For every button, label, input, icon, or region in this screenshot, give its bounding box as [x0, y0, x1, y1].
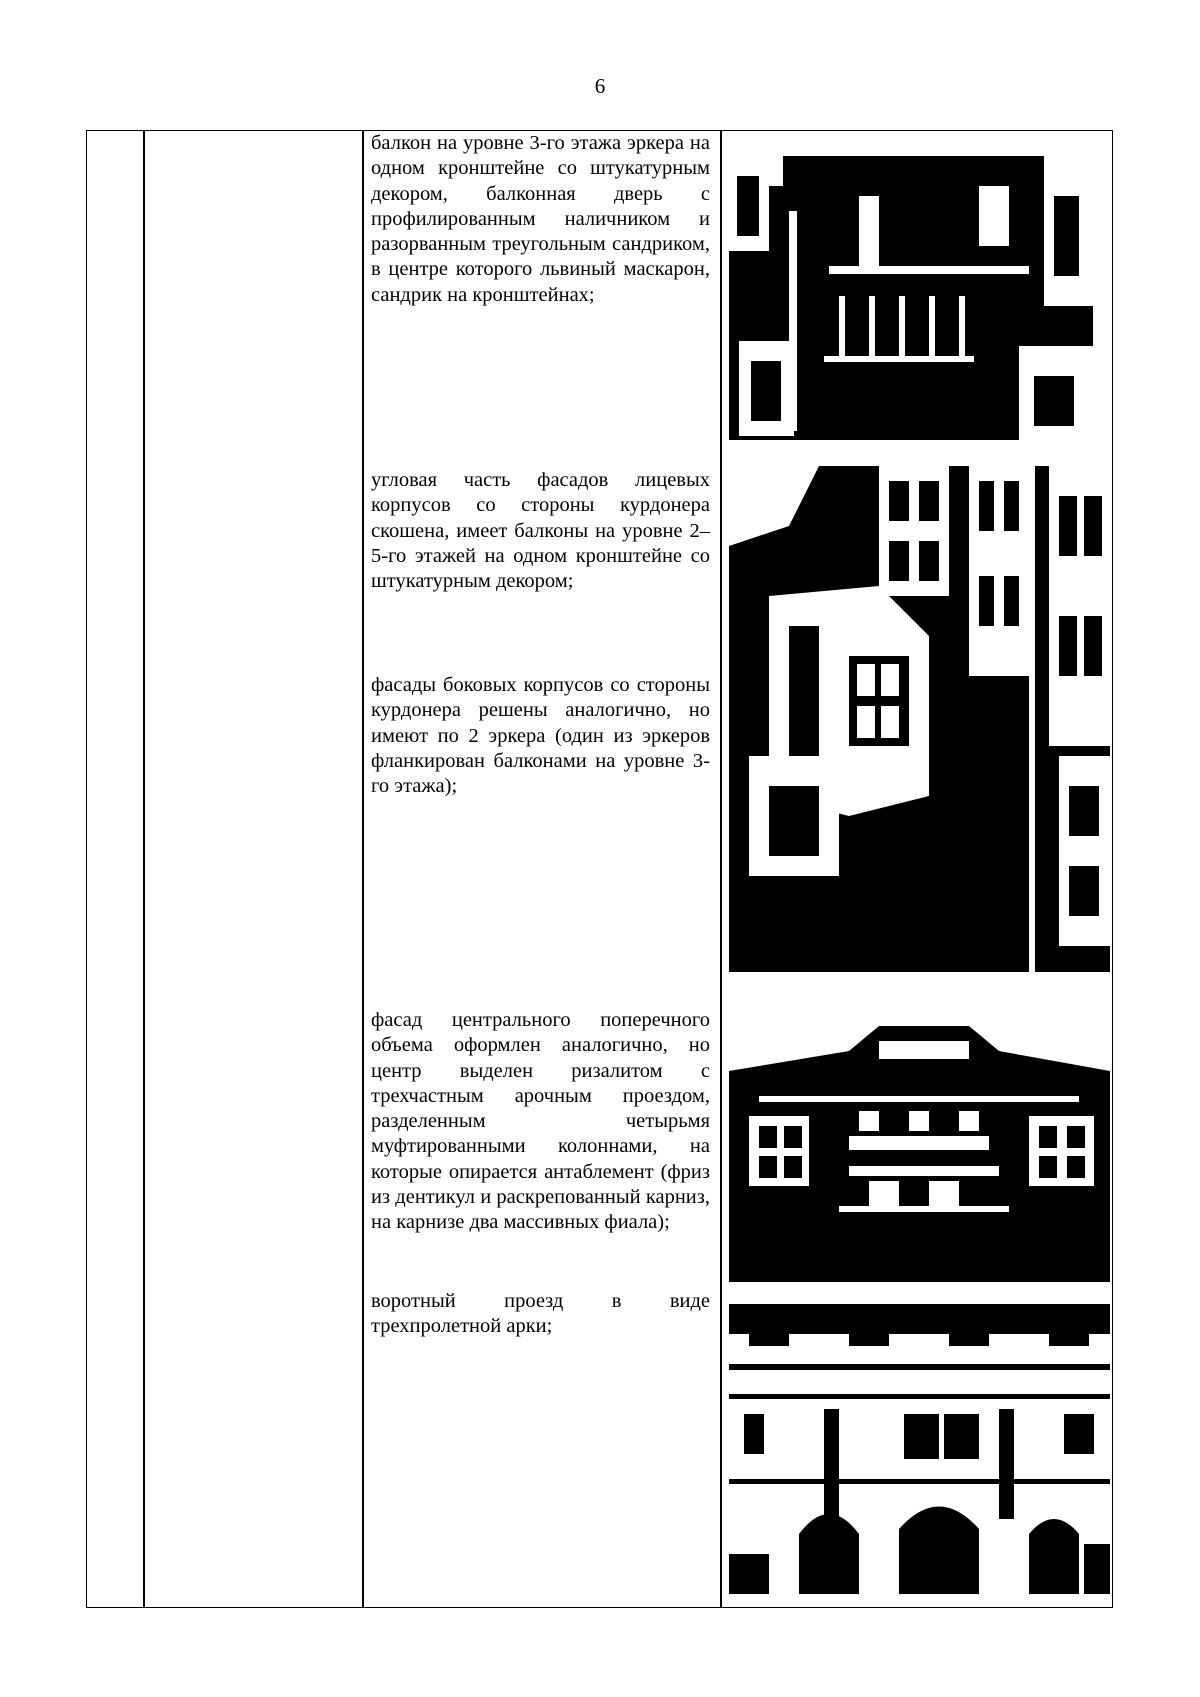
description-corner-facade: угловая часть фасадов лицевых корпусов со стороны курдонера скошена, имеет балконы на уровне 2–5-го этажей на одном кронштейне со штукатурным декором;: [371, 469, 710, 593]
photo-corner-facade: [729, 466, 1110, 972]
description-balcony: балкон на уровне 3-го этажа эркера на одном кронштейне со штукатурным декором, балконная дверь с профилированным наличником и разорванным треугольным сандриком, в центре которого львиный маскарон, сандрик на кронштейнах;: [371, 132, 710, 306]
photo-gate-passage: [729, 1304, 1110, 1594]
column-divider-1: [143, 131, 145, 1607]
photo-central-facade: [729, 1016, 1110, 1282]
column-divider-2: [362, 131, 364, 1607]
description-central-volume: фасад центрального поперечного объема оформлен аналогично, но центр выделен ризалитом с трехчастным арочным проездом, разделенным четырьмя муфтированными колоннами, на которые опирается антаблемент (фриз из дентикул и раскрепованный карниз, на карнизе два массивных фиала);: [371, 1009, 710, 1234]
photo-balcony: [729, 156, 1093, 440]
column-divider-3: [720, 131, 722, 1607]
description-gate-passage: воротный проезд в виде трехпролетной арки;: [371, 1290, 710, 1338]
page-number: 6: [594, 74, 606, 98]
description-side-facades: фасады боковых корпусов со стороны курдонера решены аналогично, но имеют по 2 эркера (один из эркеров фланкирован балконами на уровне 3-го этажа);: [371, 674, 710, 798]
